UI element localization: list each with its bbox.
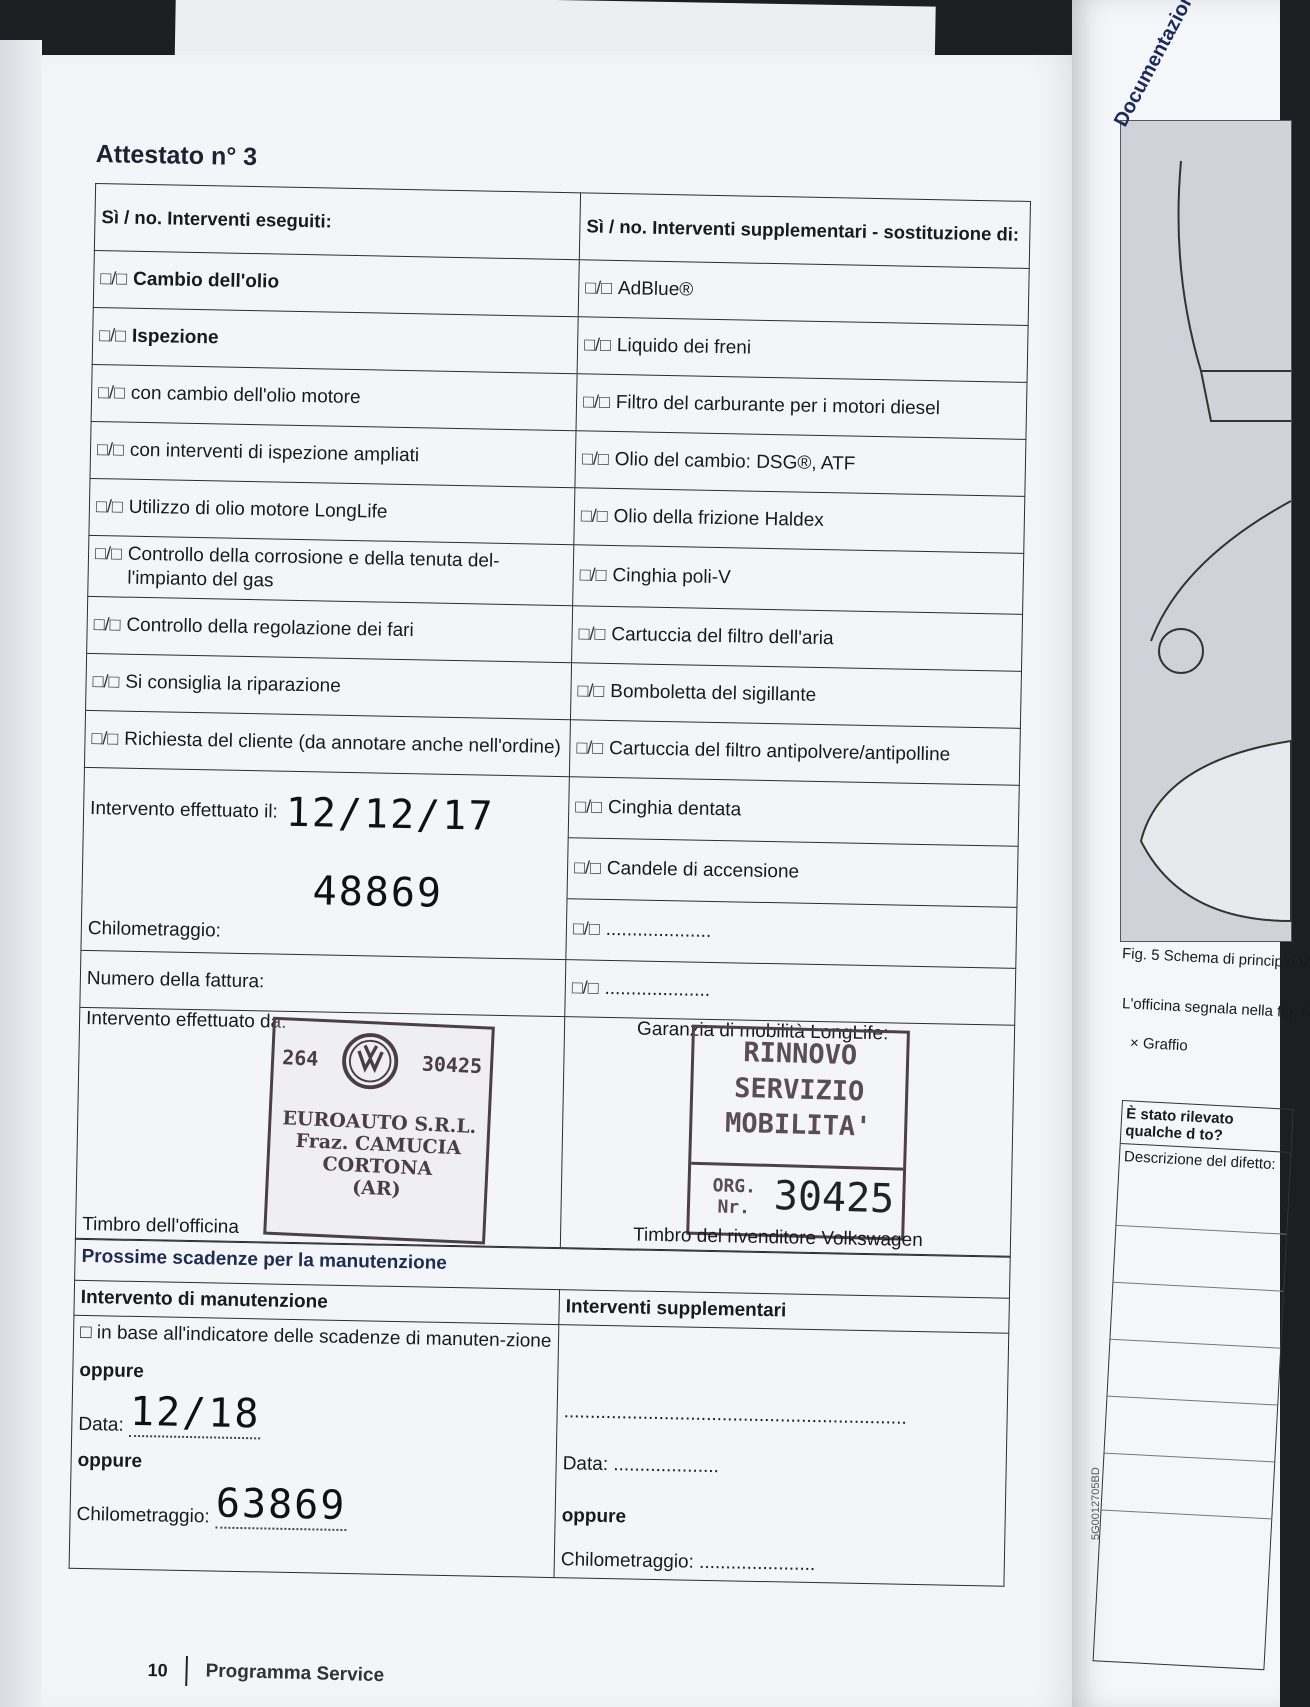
next-left-header: Intervento di manutenzione: [74, 1280, 560, 1324]
right-text-2: × Graffio: [1129, 1034, 1189, 1055]
item-label: Bomboletta del sigillante: [610, 680, 817, 706]
item-label: AdBlue®: [617, 278, 694, 301]
checkbox-icon[interactable]: □/□: [571, 976, 599, 998]
date-km-cell: [81, 767, 569, 959]
list-item: [572, 605, 1023, 671]
checkbox-icon[interactable]: □/□: [100, 268, 128, 289]
car-figure: [1120, 120, 1292, 942]
checkbox-icon[interactable]: □/□: [95, 496, 123, 517]
checkbox-icon[interactable]: □/□: [91, 727, 119, 749]
next-km-label: Chilometraggio:: [76, 1503, 210, 1527]
item-label: Candele di accensione: [606, 857, 800, 883]
stamp-company: EUROAUTO S.R.L.: [281, 1106, 477, 1138]
checkbox-icon[interactable]: □/□: [578, 622, 606, 644]
mobility-stamp: [686, 1024, 910, 1240]
oppure-label: oppure: [77, 1449, 143, 1472]
list-item: [88, 535, 574, 605]
list-item: [568, 776, 1019, 846]
date-label: Intervento effettuato il:: [89, 797, 279, 823]
write-line[interactable]: [1104, 1397, 1277, 1463]
checkbox-icon[interactable]: □/□: [577, 679, 605, 701]
item-label: Ispezione: [131, 325, 219, 349]
certificate: [69, 140, 1031, 1586]
page-edge: [0, 40, 42, 1707]
checkbox-icon[interactable]: □/□: [99, 325, 127, 346]
list-item: [570, 662, 1021, 728]
checkbox-icon[interactable]: □/□: [97, 382, 126, 403]
right-text-1: L'officina segnala nella fig. 5: [1121, 995, 1310, 1022]
by-label: Intervento effettuato da:: [85, 1007, 287, 1033]
checkbox-icon[interactable]: □/□: [94, 543, 123, 564]
invoice-cell: [80, 950, 566, 1016]
list-item: [91, 364, 577, 430]
checkbox-icon[interactable]: □/□: [96, 439, 125, 460]
workshop-stamp-label: Timbro dell'officina: [81, 1213, 240, 1238]
item-label: Utilizzo di olio motore LongLife: [128, 496, 388, 523]
write-line[interactable]: [1107, 1340, 1280, 1406]
workshop-cell: [75, 1007, 564, 1247]
checkbox-icon[interactable]: □/□: [581, 448, 609, 470]
next-title: Prossime scadenze per la manutenzione: [75, 1239, 1011, 1298]
next-maintenance-table: [69, 1238, 1011, 1586]
checkbox-icon[interactable]: □/□: [579, 564, 607, 585]
item-label: Cinghia poli-V: [612, 564, 731, 589]
left-header: Sì / no. Interventi eseguiti:: [94, 184, 580, 260]
list-item: [575, 431, 1026, 497]
next-km-value: 63869: [215, 1480, 347, 1529]
org-value: 30425: [773, 1172, 895, 1222]
next-data-value: 12/18: [129, 1388, 261, 1437]
mobility-line-1: RINNOVO: [742, 1036, 858, 1071]
org-label: ORG. Nr.: [712, 1174, 757, 1218]
mobility-line-3: MOBILITA': [724, 1107, 872, 1143]
next-left-cell: [69, 1315, 559, 1577]
item-label: Liquido dei freni: [616, 335, 752, 359]
date-value: 12/12/17: [285, 789, 495, 840]
footer-section: Programma Service: [205, 1660, 385, 1687]
item-label: ....................: [605, 918, 712, 942]
dealer-stamp-label: Timbro del rivenditore Volkswagen: [632, 1224, 923, 1251]
item-label: Cartuccia del filtro dell'aria: [611, 623, 834, 649]
right-data-field: Data: ....................: [562, 1452, 720, 1477]
workshop-stamp: [263, 1016, 495, 1244]
checkbox-icon[interactable]: □/□: [585, 277, 613, 299]
next-right-header: Interventi supplementari: [559, 1289, 1010, 1333]
stamp-province: (AR): [351, 1175, 402, 1200]
item-label: Cartuccia del filtro antipolvere/antipolline: [608, 737, 951, 766]
write-line[interactable]: [1110, 1283, 1283, 1349]
item-label: Cambio dell'olio: [132, 268, 280, 293]
mobility-line-2: SERVIZIO: [733, 1071, 865, 1107]
footer-divider: [185, 1656, 188, 1686]
list-item: [86, 653, 572, 719]
item-label: Controllo della regolazione dei fari: [126, 614, 414, 641]
write-line[interactable]: [1113, 1226, 1286, 1292]
next-data-label: Data:: [78, 1413, 124, 1436]
item-label: Olio della frizione Haldex: [613, 506, 824, 532]
list-item: [84, 710, 570, 776]
checkbox-icon[interactable]: □/□: [580, 505, 608, 527]
list-item: [93, 250, 579, 316]
stamp-right-number: 30425: [421, 1051, 483, 1078]
list-item: [90, 421, 576, 487]
list-item: [578, 260, 1029, 326]
invoice-label: Numero della fattura:: [86, 967, 265, 992]
write-line[interactable]: [1101, 1454, 1274, 1520]
checkbox-icon[interactable]: □/□: [92, 670, 120, 692]
right-dotted-line: .................................................................: [563, 1400, 907, 1429]
defect-box-sub: Descrizione del difetto:: [1123, 1148, 1277, 1174]
checkbox-icon[interactable]: □/□: [575, 795, 603, 817]
defect-box: [1093, 1100, 1294, 1670]
page-footer: [147, 1655, 384, 1691]
list-item: [567, 837, 1018, 907]
right-km-field: Chilometraggio: ......................: [560, 1548, 816, 1575]
list-item: [576, 374, 1027, 440]
right-header: Sì / no. Interventi supplementari - sostituzione di:: [579, 193, 1030, 269]
list-item: [565, 959, 1016, 1025]
checkbox-icon[interactable]: □/□: [582, 391, 611, 413]
mobility-label: Garanzia di mobilità LongLife:: [636, 1018, 889, 1044]
list-item: [89, 478, 575, 544]
item-label: con interventi di ispezione ampliati: [129, 439, 420, 467]
checkbox-icon[interactable]: □/□: [573, 856, 602, 878]
page-number: 10: [147, 1659, 168, 1681]
checkbox-icon[interactable]: □/□: [583, 334, 612, 356]
checkbox-icon[interactable]: □/□: [576, 736, 604, 758]
indicator-text: □ in base all'indicatore delle scadenze di manuten-zione: [79, 1321, 552, 1352]
km-value: 48869: [312, 867, 444, 917]
km-label: Chilometraggio:: [87, 917, 222, 942]
write-line[interactable]: [1116, 1169, 1289, 1235]
list-item: [566, 898, 1017, 968]
next-right-cell: [554, 1324, 1009, 1586]
service-table: [75, 183, 1031, 1256]
oppure-label: oppure: [79, 1359, 144, 1382]
table-row: [75, 1007, 1014, 1256]
checkbox-icon[interactable]: □/□: [572, 917, 600, 939]
mobility-cell: [560, 1016, 1014, 1256]
item-label: ....................: [604, 977, 711, 1001]
list-item: [573, 545, 1024, 614]
item-label: Cinghia dentata: [607, 796, 742, 821]
right-oppure-label: oppure: [561, 1504, 627, 1527]
item-label: Controllo della corrosione e della tenuta del-l'impianto del gas: [127, 543, 500, 592]
stamp-city: CORTONA: [322, 1152, 433, 1180]
list-item: [569, 719, 1020, 785]
item-label: con cambio dell'olio motore: [130, 382, 361, 409]
stamp-locality: Fraz. CAMUCIA: [295, 1129, 462, 1159]
item-label: Si consiglia la riparazione: [125, 671, 341, 697]
stamp-left-number: 264: [281, 1044, 319, 1071]
vw-logo-icon: [340, 1030, 401, 1091]
item-label: Filtro del carburante per i motori diesel: [615, 392, 941, 420]
list-item: [574, 488, 1025, 554]
car-diagram-icon: [1121, 121, 1291, 941]
list-item: [577, 317, 1028, 383]
list-item: [87, 596, 573, 662]
defect-box-title: È stato rilevato qualche d to?: [1121, 1101, 1293, 1153]
figure-caption: Fig. 5 Schema di principio V: [1121, 945, 1310, 972]
item-label: Richiesta del cliente (da annotare anche nell'ordine): [124, 728, 562, 758]
document-code: 5G0012705BD: [1090, 1467, 1102, 1540]
checkbox-icon[interactable]: □/□: [93, 613, 121, 635]
list-item: [92, 307, 578, 373]
page-title: Attestato n° 3: [95, 140, 258, 172]
item-label: Olio del cambio: DSG®, ATF: [614, 449, 856, 475]
